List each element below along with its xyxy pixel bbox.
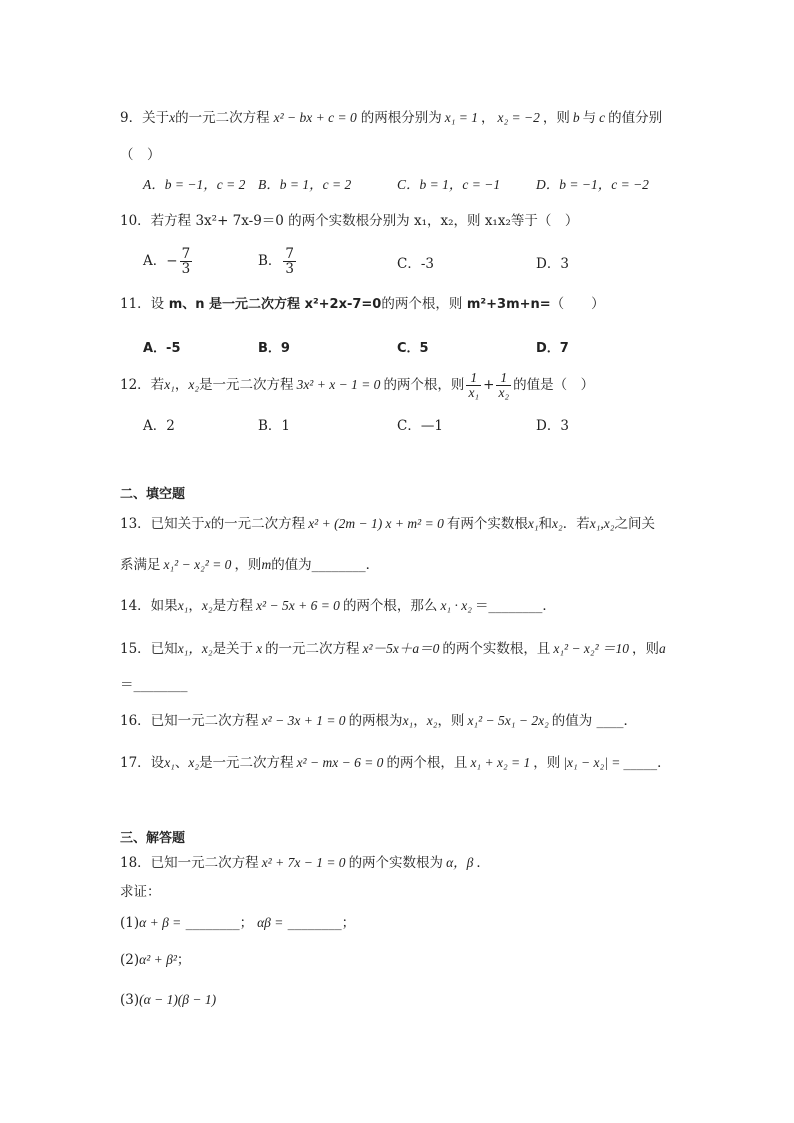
q12-f2-num: 1	[496, 371, 511, 386]
section-solve-title: 三、解答题	[120, 831, 186, 846]
q11-option-b	[258, 339, 290, 358]
q13-text-d: 和	[538, 516, 553, 532]
q9-text-4: ，则	[542, 110, 570, 126]
q18-p1-index: (1)	[120, 915, 140, 931]
q13-text-c: 有两个实数根	[446, 516, 528, 532]
q9-text-1: 关于	[142, 110, 170, 126]
q9-text-2: 的一元二次方程	[175, 110, 270, 126]
q17-root-2: x₂	[188, 755, 200, 770]
q9-root-1: x₁ = 1	[444, 110, 478, 125]
q18-p3-index: (3)	[120, 992, 140, 1008]
q14-text-3: 的两个根，那么	[342, 598, 438, 614]
q18-text-2: 的两个实数根为	[348, 855, 444, 871]
question-9	[120, 109, 662, 127]
q13-m: m	[261, 557, 272, 572]
q18-text-1: 18．已知一元二次方程	[120, 855, 259, 871]
q9-equation: x² − bx + c = 0	[273, 110, 357, 125]
q11-text-b: m、n 是一元二次方程 x²+2x-7=0	[164, 297, 382, 312]
q9-answer-paren: （ ）	[120, 147, 161, 163]
q15-condition: x₁² − x₂² ＝10	[553, 641, 630, 656]
q10-option-a-label: A．	[143, 253, 167, 269]
q16-text-2: 的两根为	[348, 713, 403, 729]
q13-text-h: ，则	[234, 557, 262, 573]
q17-sep: 、	[174, 755, 189, 771]
q11-text-d: m²+3m+n=	[462, 297, 551, 312]
q12-text-2: 是一元二次方程	[199, 377, 294, 393]
q10-option-b-num: 7	[285, 246, 295, 262]
q16-root-1: x₁	[402, 713, 414, 728]
q18-p1-sum: α + β =	[139, 915, 182, 930]
question-15-line-2: ＝________	[120, 677, 188, 693]
question-13-line-1	[120, 515, 655, 533]
q12-option-b: B．1	[258, 418, 291, 434]
q9-text-5: 的值分别	[608, 110, 663, 126]
q15-text-e: ，则	[632, 641, 660, 657]
q9-number: 9．	[120, 110, 143, 126]
question-16	[120, 712, 637, 730]
question-11	[120, 295, 605, 314]
question-18	[120, 854, 490, 872]
q14-equation: x² − 5x + 6 = 0	[256, 598, 340, 613]
q12-text-1: 12．若	[120, 377, 165, 393]
q10-option-b	[258, 247, 298, 276]
q13-var: x	[204, 516, 211, 531]
q10-option-a-fraction	[180, 247, 193, 276]
q15-var: x	[256, 641, 263, 656]
q10-option-a-den: 3	[181, 261, 191, 277]
q13-text-f: 之间关	[614, 516, 655, 532]
q13-condition: x₁² − x₂² = 0	[163, 557, 232, 572]
q18-part-3	[120, 991, 216, 1009]
q17-text-4: ，则	[533, 755, 561, 771]
q18-equation: x² + 7x − 1 = 0	[261, 855, 346, 870]
q14-text-1: 14．如果	[120, 598, 178, 614]
q16-text-4: 的值为 ____．	[551, 713, 638, 729]
q9-root-2: x₂ = −2	[497, 110, 540, 125]
q12-plus: +	[483, 377, 495, 393]
q15-text-d: 的两个实数根，且	[442, 641, 551, 657]
q10-option-a	[143, 247, 194, 276]
q9-sep: ，	[481, 110, 495, 126]
q18-p2-end: ；	[176, 952, 191, 968]
q15-text-a: 15．已知	[120, 641, 178, 657]
question-17	[120, 754, 671, 772]
q15-roots: x₁，x₂	[177, 641, 213, 656]
q15-text-c: 的一元二次方程	[265, 641, 360, 657]
q14-product: x₁ · x₂	[440, 598, 472, 613]
q18-text-3: ．	[476, 855, 490, 871]
q12-option-a: A．2	[143, 418, 175, 434]
q13-text-i: 的值为________．	[271, 557, 380, 573]
q17-text-5: _____．	[623, 755, 671, 771]
q13-root-2: x₂	[552, 516, 563, 531]
q16-text-3: ，则	[437, 713, 465, 729]
q14-sep: ，	[188, 598, 202, 614]
q10-option-b-label: B．	[258, 253, 282, 269]
q17-text-3: 的两个根，且	[386, 755, 468, 771]
q10-option-a-sign: −	[166, 253, 178, 269]
q9-option-d: D．b = −1，c = −2	[536, 177, 649, 192]
q11-option-a	[143, 339, 181, 358]
q18-p1-blank-1: ________；	[181, 915, 254, 931]
q13-text-e: ．若	[562, 516, 590, 532]
q11-text-c: 的两个根，则	[381, 296, 463, 312]
question-15-line-1	[120, 640, 666, 658]
q16-text-1: 16．已知一元二次方程	[120, 713, 259, 729]
q18-p2-index: (2)	[120, 952, 140, 968]
q12-f1-num: 1	[466, 371, 481, 386]
q11-option-d	[536, 339, 569, 358]
q18-p1-blank-2: ________；	[283, 915, 356, 931]
q12-root-1: x₁	[164, 377, 175, 392]
q13-root-1: x₁	[527, 516, 539, 531]
q13-roots: x₁,x₂	[589, 516, 615, 531]
q9-c: c	[599, 110, 606, 125]
q9-option-a: A．b = −1，c = 2	[143, 177, 246, 192]
q18-part-1	[120, 914, 355, 932]
q10-option-a-num: 7	[181, 246, 191, 262]
q18-p3-expression: (α − 1)(β − 1)	[139, 992, 217, 1007]
q10-option-d: D．3	[536, 256, 569, 272]
q12-root-2: x₂	[188, 377, 200, 392]
section-fill-in-title: 二、填空题	[120, 487, 186, 502]
q17-root-1: x₁	[164, 755, 175, 770]
q18-part-2	[120, 951, 190, 969]
q11-option-a-text: A．-5	[143, 341, 181, 356]
q13-text-b: 的一元二次方程	[210, 516, 306, 532]
question-12	[120, 371, 594, 400]
q12-f2-den: x₂	[498, 385, 510, 400]
q11-option-c	[397, 339, 429, 358]
q18-p2-expression: α² + β²	[139, 952, 177, 967]
q14-root-2: x₂	[201, 598, 213, 613]
q11-text-a: 11．设	[120, 296, 165, 312]
q17-text-1: 17．设	[120, 755, 165, 771]
q13-text-g: 系满足	[120, 557, 161, 573]
q11-option-c-text: C．5	[397, 341, 429, 356]
q12-f1-den: x₁	[468, 385, 480, 400]
q15-text-b: 是关于	[212, 641, 254, 657]
q14-text-2: 是方程	[212, 598, 254, 614]
q9-b: b	[572, 110, 580, 125]
q16-sep: ，	[413, 713, 427, 729]
q18-roots: α，β	[446, 855, 474, 870]
q12-equation: 3x² + x − 1 = 0	[296, 377, 381, 392]
q17-equation: x² − mx − 6 = 0	[296, 755, 384, 770]
q18-prove-label: 求证：	[120, 884, 161, 900]
q17-text-2: 是一元二次方程	[199, 755, 294, 771]
q18-p1-product: αβ =	[257, 915, 284, 930]
q12-sep: ，	[174, 377, 189, 393]
q13-text-a: 13．已知关于	[120, 516, 205, 532]
q12-text-3: 的两个根，则	[383, 377, 465, 393]
q12-fraction-2	[496, 371, 511, 400]
q11-option-b-text: B．9	[258, 341, 290, 356]
q10-option-b-fraction	[283, 247, 296, 276]
q9-option-c: C．b = 1，c = −1	[397, 177, 501, 192]
q9-text-3: 的两根分别为	[360, 110, 442, 126]
q11-text-e: （ ）	[550, 296, 605, 312]
q9-option-b: B．b = 1，c = 2	[258, 177, 352, 192]
q12-text-4: 的值是（ ）	[513, 377, 595, 393]
q16-root-2: x₂	[426, 713, 438, 728]
q15-a: a	[659, 641, 666, 656]
question-10: 10．若方程 3x²+ 7x-9＝0 的两个实数根分别为 x₁，x₂，则 x₁x₂等于（ ）	[120, 213, 579, 229]
q12-option-d: D．3	[536, 418, 569, 434]
q10-option-b-den: 3	[285, 261, 295, 277]
q17-sum: x₁ + x₂ = 1	[470, 755, 531, 770]
q16-equation: x² − 3x + 1 = 0	[261, 713, 346, 728]
q14-text-4: ＝________．	[474, 598, 556, 614]
q14-root-1: x₁	[177, 598, 189, 613]
q17-abs: |x₁ − x₂| =	[563, 755, 621, 770]
q15-equation: x²－5x＋a＝0	[362, 641, 440, 656]
q12-fraction-1	[466, 371, 481, 400]
q13-equation: x² + (2m − 1) x + m² = 0	[308, 516, 444, 531]
question-14	[120, 597, 556, 615]
q10-option-c: C．-3	[397, 256, 434, 272]
q12-option-c: C．—1	[397, 418, 443, 434]
q11-option-d-text: D．7	[536, 341, 569, 356]
q9-var: x	[169, 110, 176, 125]
question-13-line-2	[120, 556, 379, 574]
q9-and: 与	[582, 110, 597, 126]
q16-expression: x₁² − 5x₁ − 2x₂	[467, 713, 549, 728]
